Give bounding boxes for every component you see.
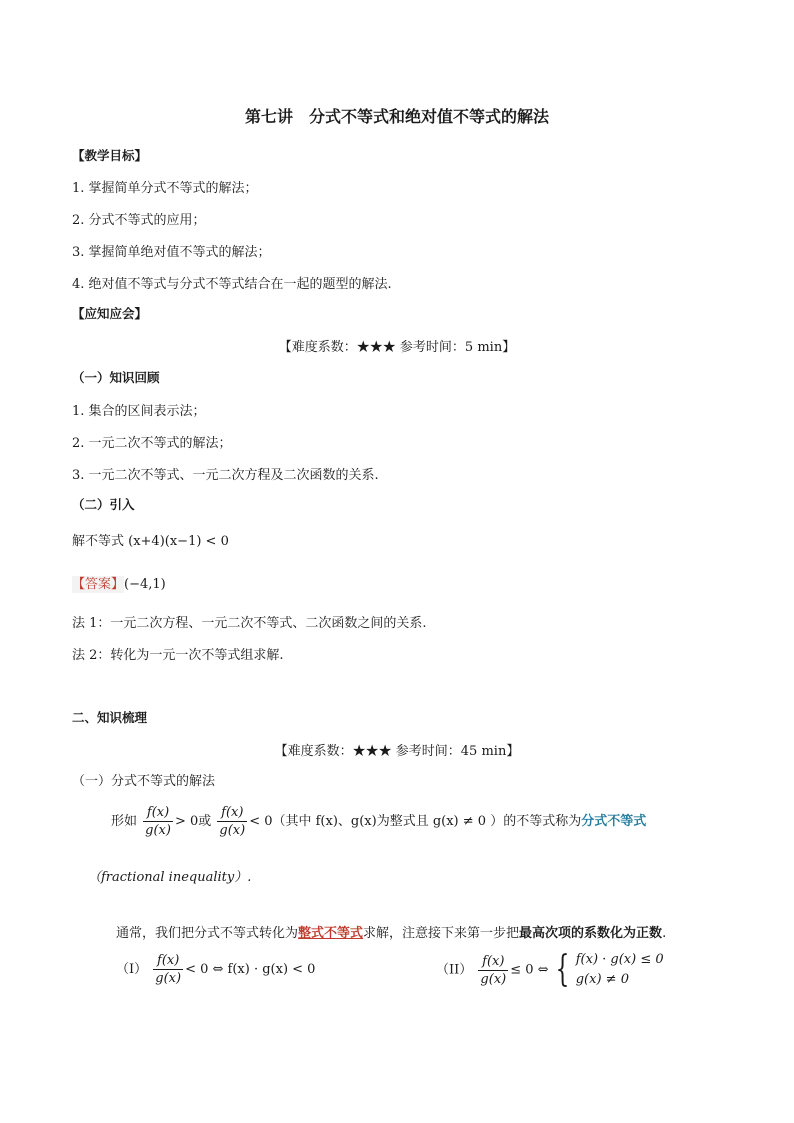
- page-title: 第七讲 分式不等式和绝对值不等式的解法: [244, 107, 549, 126]
- difficulty-label: 【难度系数：★★★ 参考时间：5 min】: [278, 340, 516, 355]
- term-highlight: 分式不等式: [581, 814, 647, 829]
- goals-heading: 【教学目标】: [72, 148, 148, 163]
- fraction: $\frac{f(x)}{g(x)}$: [145, 805, 171, 838]
- brace-icon: {: [555, 949, 570, 990]
- review-heading: （一）知识回顾: [72, 370, 160, 385]
- goal-item: 3. 掌握简单绝对值不等式的解法；: [72, 245, 271, 260]
- goal-item: 2. 分式不等式的应用；: [72, 213, 206, 228]
- highlight-term: 整式不等式: [298, 926, 364, 941]
- goal-item: 4. 绝对值不等式与分式不等式结合在一起的题型的解法.: [72, 277, 392, 292]
- definition-line: 形如 $\frac{f(x)}{g(x)}$ > 0或 $\frac{f(x)}{g(x)}$ < 0（其中 f(x)、g(x)为整式且 g(x) ≠ 0 ）的不等式称为分式不等式: [111, 805, 647, 838]
- review-item: 2. 一元二次不等式的解法；: [72, 436, 232, 451]
- subsection-heading: （一）分式不等式的解法: [72, 774, 216, 789]
- fraction: $\frac{f(x)}{g(x)}$: [480, 953, 507, 987]
- intro-heading: （二）引入: [72, 497, 135, 512]
- review-item: 1. 集合的区间表示法；: [72, 404, 206, 419]
- rule-1: （I） $\frac{f(x)}{g(x)}$ < 0 ⇔ f(x) · g(x) < 0: [116, 953, 316, 986]
- fraction: $\frac{f(x)}{g(x)}$: [155, 953, 182, 986]
- answer-tag: 【答案】: [72, 577, 125, 592]
- problem-statement: 解不等式 (x+4)(x−1) < 0: [72, 534, 229, 549]
- fraction: $\frac{f(x)}{g(x)}$: [219, 805, 246, 838]
- english-term: （fractional inequality）.: [88, 870, 252, 885]
- method-item: 法 1：一元二次方程、一元二次不等式、二次函数之间的关系.: [72, 616, 427, 631]
- rule-2: （II） $\frac{f(x)}{g(x)}$ ≤ 0 ⇔ { f(x) · g(x) ≤ 0 g(x) ≠ 0: [436, 949, 664, 990]
- condition-system: f(x) · g(x) ≤ 0 g(x) ≠ 0: [575, 952, 664, 987]
- review-item: 3. 一元二次不等式、一元二次方程及二次函数的关系.: [72, 468, 379, 483]
- answer-line: [72, 573, 166, 592]
- method-item: 法 2：转化为一元一次不等式组求解.: [72, 648, 284, 663]
- emphasis-text: 最高次项的系数化为正数: [519, 926, 663, 941]
- goal-item: 1. 掌握简单分式不等式的解法；: [72, 181, 258, 196]
- answer-value: (−4,1): [124, 577, 166, 592]
- section2-heading: 二、知识梳理: [72, 710, 148, 725]
- section2-difficulty: 【难度系数：★★★ 参考时间：45 min】: [274, 744, 520, 759]
- warmup-heading: 【应知应会】: [72, 306, 148, 321]
- note-line: 通常，我们把分式不等式转化为整式不等式求解，注意接下来第一步把最高次项的系数化为正数.: [116, 926, 667, 941]
